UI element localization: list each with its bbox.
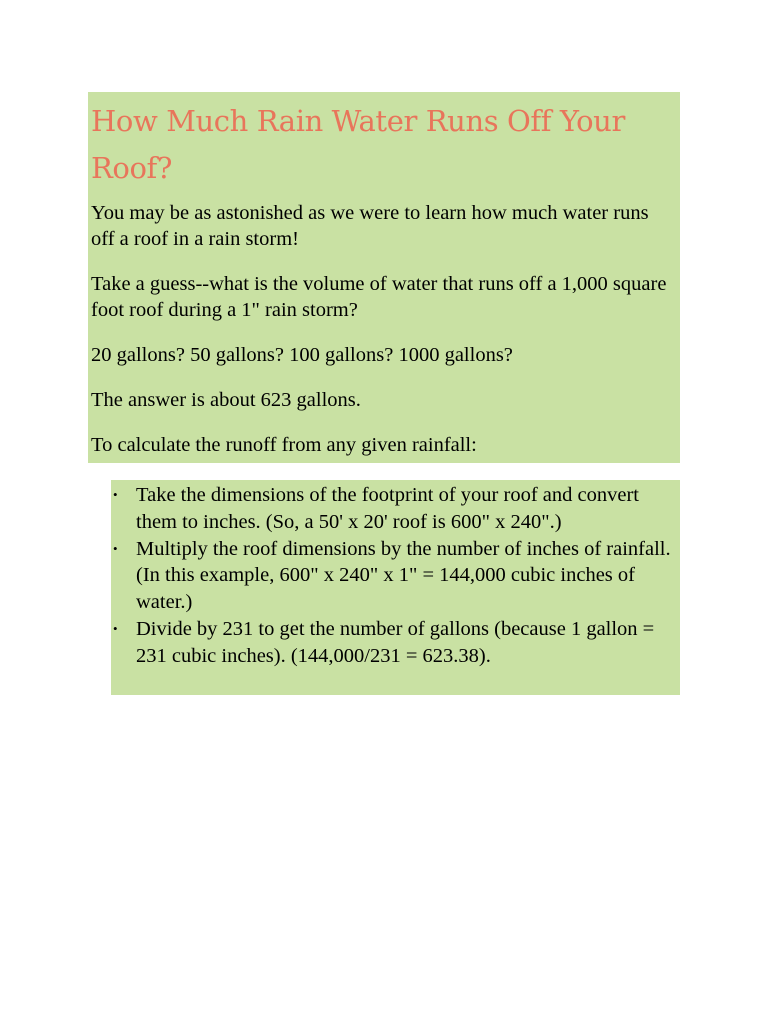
step-text: Multiply the roof dimensions by the number of inches of rainfall. (In this example, 600" x 240" x 1" = 144,000 cubic inches of water.) bbox=[136, 537, 671, 614]
intro-section bbox=[88, 92, 680, 463]
list-item bbox=[111, 616, 676, 670]
list-item bbox=[111, 482, 676, 536]
bullet-icon: • bbox=[113, 540, 118, 556]
intro-paragraph-options: 20 gallons? 50 gallons? 100 gallons? 1000 gallons? bbox=[91, 344, 513, 366]
step-text: Take the dimensions of the footprint of your roof and convert them to inches. (So, a 50' x 20' roof is 600" x 240".) bbox=[136, 484, 639, 533]
intro-paragraph-astonished: You may be as astonished as we were to learn how much water runs off a roof in a rain storm! bbox=[91, 202, 649, 250]
intro-paragraph-guess: Take a guess--what is the volume of water that runs off a 1,000 square foot roof during a 1" rain storm? bbox=[91, 273, 667, 321]
step-text: Divide by 231 to get the number of gallons (because 1 gallon = 231 cubic inches). (144,000/231 = 623.38). bbox=[136, 617, 655, 667]
bullet-icon: • bbox=[113, 620, 118, 636]
calculation-steps bbox=[111, 480, 680, 695]
intro-paragraph-calculate: To calculate the runoff from any given rainfall: bbox=[91, 434, 477, 456]
list-item bbox=[111, 536, 676, 616]
steps-list bbox=[111, 482, 676, 670]
page-title: How Much Rain Water Runs Off Your Roof? bbox=[91, 104, 625, 185]
bullet-icon: • bbox=[113, 487, 118, 502]
intro-paragraph-answer: The answer is about 623 gallons. bbox=[91, 389, 361, 411]
